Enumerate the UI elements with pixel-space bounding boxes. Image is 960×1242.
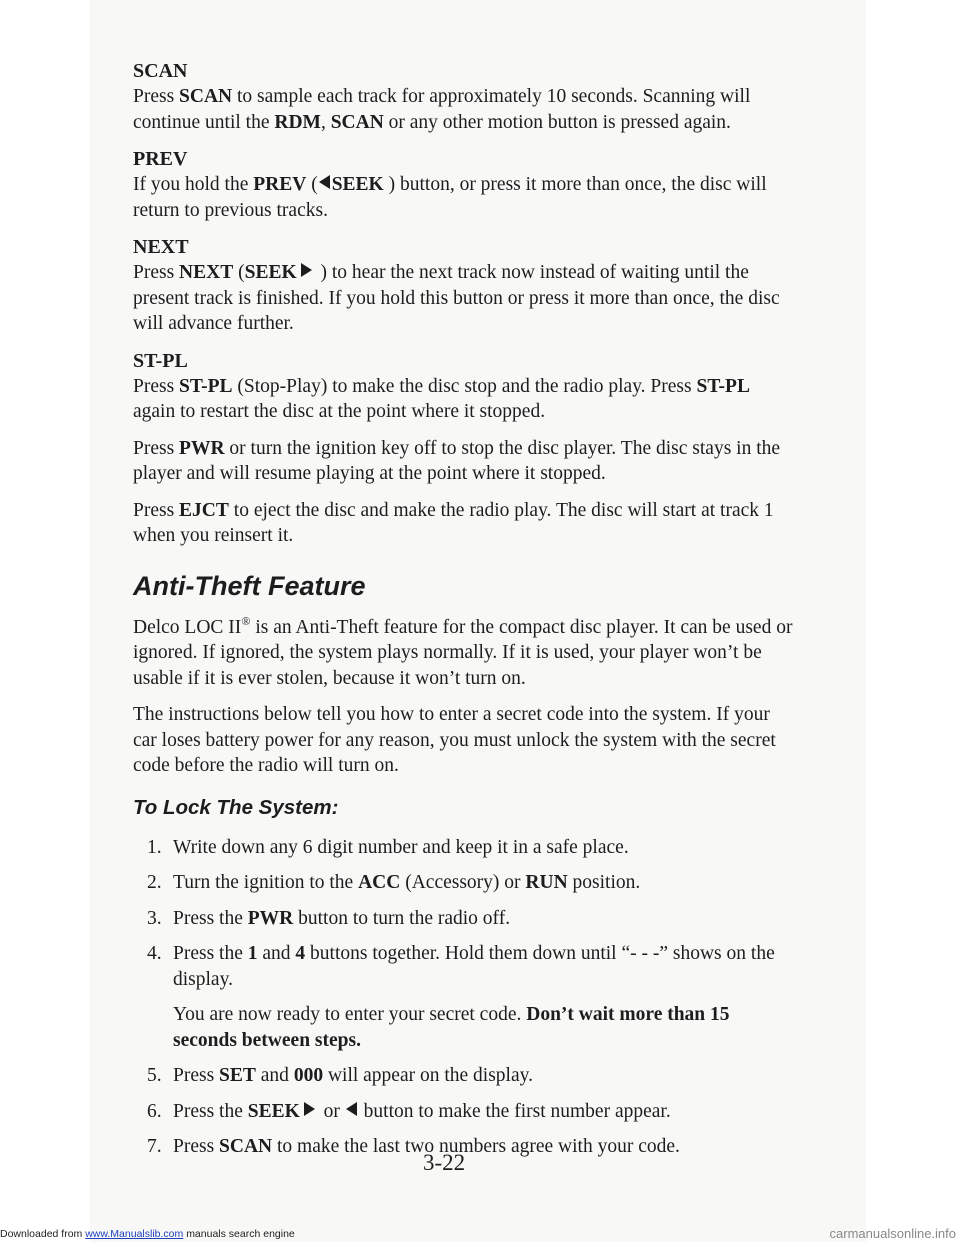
text: Press the [173, 907, 248, 929]
next-keyword: NEXT [179, 262, 234, 283]
scan-keyword: SCAN [179, 86, 233, 107]
text: buttons together. Hold them down until “- - -” shows on the display. [173, 943, 775, 990]
text: Press the [173, 1100, 248, 1122]
text: (Accessory) or [400, 872, 526, 893]
lock-system-heading: To Lock The System: [133, 795, 339, 819]
list-item [133, 1099, 793, 1125]
button-4-keyword: 4 [295, 943, 306, 964]
text: Press [133, 375, 180, 397]
pwr-keyword: PWR [247, 907, 294, 929]
text: to sample each track for approximately 10 seconds. Scanning will continue until the [133, 86, 751, 133]
text: Delco LOC II [133, 616, 242, 638]
text: Press [133, 86, 180, 107]
rdm-keyword: RDM [274, 111, 321, 133]
scan-keyword: SCAN [330, 111, 384, 133]
lock-steps-list-continued [133, 1063, 793, 1160]
anti-theft-heading: Anti-Theft Feature [133, 570, 366, 601]
text: ( [233, 262, 245, 283]
text: ( [306, 174, 318, 195]
stpl-keyword: ST-PL [696, 375, 750, 397]
code-000-keyword: 000 [293, 1065, 324, 1086]
scan-heading: SCAN [133, 60, 188, 82]
text: Press [173, 1065, 220, 1086]
text: to eject the disc and make the radio play. The disc will start at track 1 when you reinsert it. [133, 499, 774, 546]
text: ) button, or press it more than once, the disc will return to previous tracks. [133, 174, 767, 221]
wait-note [133, 1002, 793, 1053]
scan-paragraph [133, 84, 793, 135]
text: Press [133, 437, 180, 459]
text: and [257, 943, 296, 964]
pwr-keyword: PWR [179, 437, 225, 459]
text: Write down any 6 digit number and keep it in a safe place. [173, 836, 629, 858]
seek-right-arrow-icon [304, 1102, 315, 1116]
step-number: 1. [147, 836, 162, 858]
acc-keyword: ACC [358, 872, 401, 893]
ejct-paragraph [133, 498, 793, 549]
text: and [255, 1065, 294, 1086]
footer-suffix: manuals search engine [186, 1228, 295, 1240]
pwr-paragraph [133, 436, 793, 487]
prev-heading: PREV [133, 148, 188, 170]
text: , [320, 111, 331, 133]
text: You are now ready to enter your secret code. [173, 1004, 527, 1025]
footer-prefix: Downloaded from [0, 1228, 83, 1240]
step-number: 6. [147, 1100, 162, 1122]
text: or any other motion button is pressed again. [383, 111, 731, 133]
step-number: 7. [147, 1136, 162, 1157]
step-number: 3. [147, 907, 162, 929]
text: is an Anti-Theft feature for the compact disc player. It can be used or ignored. If ignored, the system plays normally. If it is used, your player won’t be usable if it is ever stolen, because it won’t turn on. [133, 616, 793, 689]
prev-keyword: PREV [253, 174, 307, 195]
button-1-keyword: 1 [247, 943, 258, 964]
seek-left-arrow-icon [346, 1102, 357, 1116]
list-item [133, 906, 793, 932]
stpl-paragraph [133, 374, 793, 425]
wait-warning: Don’t wait more than 15 seconds between steps. [173, 1004, 730, 1051]
text: again to restart the disc at the point where it stopped. [133, 401, 546, 422]
text: ) to hear the next track now instead of waiting until the present track is finished. If you hold this button or press it more than once, the disc will advance further. [133, 262, 780, 334]
text: or turn the ignition key off to stop the disc player. The disc stays in the player and will resume playing at the point where it stopped. [133, 437, 781, 484]
text: will appear on the display. [323, 1065, 533, 1086]
text: (Stop-Play) to make the disc stop and the radio play. Press [232, 375, 697, 397]
text: or [318, 1100, 345, 1122]
seek-keyword: SEEK [244, 262, 297, 283]
anti-theft-paragraph-2: The instructions below tell you how to enter a secret code into the system. If your car loses battery power for any reason, you must unlock the system with the secret code before the radio will turn on. [133, 704, 776, 776]
text: Press [133, 262, 180, 283]
scan-keyword: SCAN [219, 1136, 273, 1157]
stpl-heading: ST-PL [133, 349, 188, 372]
ejct-keyword: EJCT [179, 499, 229, 521]
step-number: 5. [147, 1065, 162, 1086]
seek-left-arrow-icon [319, 175, 330, 189]
list-item [133, 835, 793, 861]
text: position. [567, 872, 641, 893]
download-footer [0, 1228, 295, 1240]
text: button to turn the radio off. [293, 907, 511, 929]
stpl-keyword: ST-PL [179, 375, 233, 397]
set-keyword: SET [219, 1065, 256, 1086]
text: to make the last two numbers agree with your code. [272, 1136, 680, 1157]
run-keyword: RUN [525, 872, 568, 893]
prev-paragraph [133, 172, 793, 223]
watermark: carmanualsonline.info [829, 1226, 956, 1241]
anti-theft-paragraph-1 [133, 615, 793, 692]
text: If you hold the [133, 174, 254, 195]
text: button to make the first number appear. [358, 1100, 671, 1122]
seek-keyword: SEEK [331, 174, 384, 195]
seek-keyword: SEEK [247, 1100, 300, 1122]
next-heading: NEXT [133, 236, 189, 258]
page-content [133, 58, 793, 1170]
text: Press [173, 1136, 220, 1157]
step-number: 4. [147, 943, 162, 964]
registered-mark: ® [241, 613, 251, 628]
list-item [133, 1063, 793, 1089]
text: Press the [173, 943, 248, 964]
text: Turn the ignition to the [173, 872, 359, 893]
lock-steps-list [133, 835, 793, 993]
next-paragraph [133, 260, 793, 337]
list-item [133, 941, 793, 992]
page-number: 3-22 [423, 1150, 466, 1175]
manualslib-link[interactable]: www.Manualslib.com [85, 1228, 184, 1240]
step-number: 2. [147, 872, 162, 893]
text: Press [133, 499, 180, 521]
list-item [133, 870, 793, 896]
seek-right-arrow-icon [301, 263, 312, 277]
